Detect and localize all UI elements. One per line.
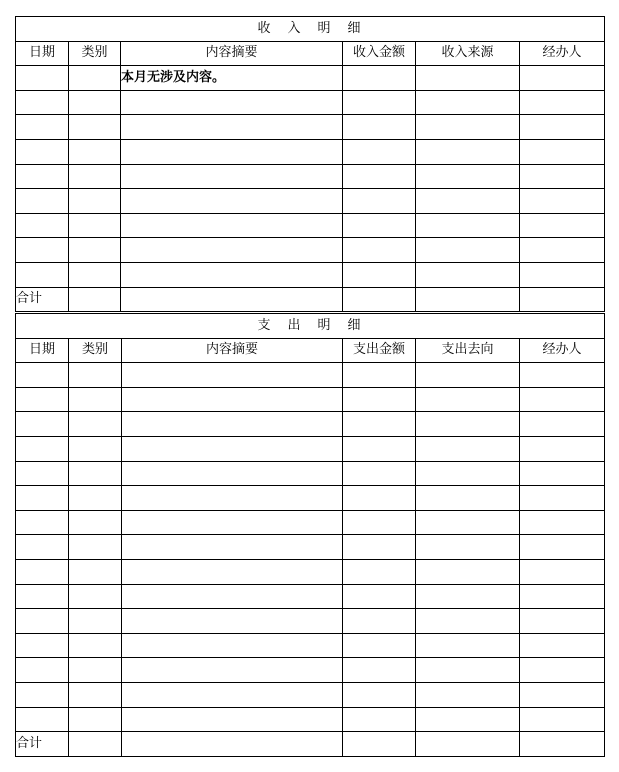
table-cell[interactable]: [69, 363, 122, 388]
table-cell[interactable]: [69, 238, 121, 263]
table-cell[interactable]: [520, 486, 605, 511]
table-cell[interactable]: [343, 436, 416, 461]
table-cell[interactable]: [520, 633, 605, 658]
income-header-source: 收入来源: [416, 41, 520, 66]
table-row: [16, 658, 605, 683]
table-cell[interactable]: [16, 658, 69, 683]
expense-header-date: 日期: [16, 338, 69, 363]
table-cell[interactable]: [16, 633, 69, 658]
table-cell[interactable]: [343, 139, 416, 164]
table-row: [16, 682, 605, 707]
table-cell[interactable]: [69, 436, 122, 461]
table-cell[interactable]: [69, 461, 122, 486]
table-cell[interactable]: [343, 486, 416, 511]
table-row: [16, 262, 605, 287]
table-cell[interactable]: [16, 90, 69, 115]
table-cell[interactable]: [122, 412, 343, 437]
table-row: [16, 412, 605, 437]
table-row: [16, 213, 605, 238]
table-cell[interactable]: [520, 262, 605, 287]
table-cell[interactable]: [16, 66, 69, 91]
table-cell[interactable]: [343, 287, 416, 312]
table-row: [16, 559, 605, 584]
income-header-amount: 收入金额: [343, 41, 416, 66]
table-cell[interactable]: [416, 412, 520, 437]
table-cell[interactable]: [416, 238, 520, 263]
table-cell[interactable]: [520, 287, 605, 312]
table-cell[interactable]: [520, 658, 605, 683]
table-cell[interactable]: [343, 732, 416, 757]
table-cell[interactable]: [69, 213, 121, 238]
table-cell[interactable]: [520, 387, 605, 412]
table-cell[interactable]: [416, 461, 520, 486]
table-cell[interactable]: [16, 164, 69, 189]
table-cell[interactable]: [520, 90, 605, 115]
table-cell[interactable]: [16, 682, 69, 707]
table-cell[interactable]: [121, 262, 343, 287]
table-cell[interactable]: [69, 609, 122, 634]
table-cell[interactable]: [121, 238, 343, 263]
table-cell[interactable]: [69, 486, 122, 511]
table-cell[interactable]: [343, 412, 416, 437]
table-cell[interactable]: [343, 535, 416, 560]
table-cell[interactable]: [343, 559, 416, 584]
expense-table: [15, 313, 605, 757]
income-header-summary: 内容摘要: [121, 41, 343, 66]
table-cell[interactable]: [122, 486, 343, 511]
table-cell[interactable]: [520, 139, 605, 164]
table-cell[interactable]: [69, 90, 121, 115]
table-cell[interactable]: [520, 164, 605, 189]
table-cell[interactable]: [69, 707, 122, 732]
table-cell[interactable]: [16, 412, 69, 437]
expense-blank-rows: [16, 363, 605, 732]
table-cell[interactable]: [343, 658, 416, 683]
table-cell[interactable]: [16, 707, 69, 732]
table-cell[interactable]: [16, 262, 69, 287]
table-cell[interactable]: [69, 189, 121, 214]
table-row: [16, 66, 605, 91]
table-cell[interactable]: [416, 387, 520, 412]
table-row: [16, 238, 605, 263]
table-cell[interactable]: [520, 461, 605, 486]
table-cell[interactable]: [69, 559, 122, 584]
table-cell[interactable]: [121, 90, 343, 115]
table-cell[interactable]: [121, 213, 343, 238]
income-header-row: [16, 41, 605, 66]
table-cell[interactable]: [122, 363, 343, 388]
table-cell[interactable]: [416, 189, 520, 214]
table-cell[interactable]: [343, 461, 416, 486]
table-cell[interactable]: [69, 287, 121, 312]
table-cell[interactable]: [520, 363, 605, 388]
income-header-handler: 经办人: [520, 41, 605, 66]
table-cell[interactable]: [416, 139, 520, 164]
table-cell[interactable]: [343, 90, 416, 115]
table-cell[interactable]: [69, 387, 122, 412]
table-cell[interactable]: [416, 90, 520, 115]
table-cell[interactable]: [16, 387, 69, 412]
table-cell[interactable]: [416, 559, 520, 584]
table-cell[interactable]: [416, 535, 520, 560]
expense-header-category: 类别: [69, 338, 122, 363]
table-cell[interactable]: [16, 189, 69, 214]
table-cell[interactable]: [69, 412, 122, 437]
table-cell[interactable]: [343, 387, 416, 412]
table-cell[interactable]: [520, 682, 605, 707]
table-cell[interactable]: [520, 535, 605, 560]
table-row: [16, 707, 605, 732]
expense-header-destination: 支出去向: [416, 338, 520, 363]
expense-title: 支 出 明 细: [16, 314, 605, 339]
table-cell[interactable]: [121, 189, 343, 214]
table-cell[interactable]: [416, 707, 520, 732]
table-cell[interactable]: [122, 732, 343, 757]
table-cell[interactable]: [343, 609, 416, 634]
table-cell[interactable]: [343, 213, 416, 238]
table-cell[interactable]: [520, 584, 605, 609]
table-cell[interactable]: [343, 164, 416, 189]
table-cell[interactable]: [416, 66, 520, 91]
table-cell[interactable]: [69, 584, 122, 609]
table-cell[interactable]: [416, 658, 520, 683]
table-cell[interactable]: [520, 66, 605, 91]
table-row: [16, 609, 605, 634]
table-cell[interactable]: [520, 609, 605, 634]
table-cell[interactable]: [343, 66, 416, 91]
table-cell[interactable]: [343, 262, 416, 287]
table-row: [16, 90, 605, 115]
income-title-row: [16, 17, 605, 42]
expense-header-summary: 内容摘要: [122, 338, 343, 363]
table-cell[interactable]: [416, 584, 520, 609]
table-cell[interactable]: [16, 535, 69, 560]
table-cell[interactable]: [520, 412, 605, 437]
table-cell[interactable]: [69, 510, 122, 535]
table-cell[interactable]: [69, 732, 122, 757]
income-note: 本月无涉及内容。: [121, 66, 343, 91]
expense-title-row: [16, 314, 605, 339]
table-row: [16, 363, 605, 388]
table-row: [16, 510, 605, 535]
table-cell[interactable]: [416, 682, 520, 707]
table-row: [16, 139, 605, 164]
table-cell[interactable]: [416, 287, 520, 312]
table-row: [16, 189, 605, 214]
table-cell[interactable]: [343, 189, 416, 214]
income-header-category: 类别: [69, 41, 121, 66]
table-cell[interactable]: [343, 584, 416, 609]
table-cell[interactable]: [16, 461, 69, 486]
table-cell[interactable]: [122, 707, 343, 732]
table-row: [16, 584, 605, 609]
expense-total-row: [16, 732, 605, 757]
table-cell[interactable]: [520, 707, 605, 732]
table-cell[interactable]: [69, 682, 122, 707]
table-cell[interactable]: [416, 213, 520, 238]
table-cell[interactable]: [69, 262, 121, 287]
table-cell[interactable]: [16, 510, 69, 535]
table-cell[interactable]: [416, 363, 520, 388]
table-cell[interactable]: [416, 436, 520, 461]
expense-total-label: 合计: [16, 732, 69, 757]
table-cell[interactable]: [520, 436, 605, 461]
table-cell[interactable]: [520, 213, 605, 238]
income-title: 收 入 明 细: [16, 17, 605, 42]
table-row: [16, 115, 605, 140]
table-cell[interactable]: [122, 609, 343, 634]
table-cell[interactable]: [16, 213, 69, 238]
table-cell[interactable]: [343, 682, 416, 707]
table-cell[interactable]: [520, 189, 605, 214]
table-row: [16, 633, 605, 658]
table-cell[interactable]: [343, 707, 416, 732]
table-cell[interactable]: [121, 115, 343, 140]
table-cell[interactable]: [16, 363, 69, 388]
expense-header-amount: 支出金额: [343, 338, 416, 363]
table-row: [16, 164, 605, 189]
table-cell[interactable]: [343, 510, 416, 535]
table-cell[interactable]: [416, 609, 520, 634]
table-cell[interactable]: [416, 510, 520, 535]
income-total-row: [16, 287, 605, 312]
table-cell[interactable]: [16, 238, 69, 263]
income-total-label: 合计: [16, 287, 69, 312]
table-cell[interactable]: [122, 387, 343, 412]
table-cell[interactable]: [520, 238, 605, 263]
table-cell[interactable]: [343, 238, 416, 263]
table-cell[interactable]: [343, 363, 416, 388]
table-cell[interactable]: [16, 115, 69, 140]
table-cell[interactable]: [416, 164, 520, 189]
table-cell[interactable]: [416, 486, 520, 511]
table-cell[interactable]: [520, 115, 605, 140]
table-cell[interactable]: [122, 510, 343, 535]
expense-header-handler: 经办人: [520, 338, 605, 363]
table-cell[interactable]: [520, 559, 605, 584]
table-cell[interactable]: [122, 535, 343, 560]
table-cell[interactable]: [69, 633, 122, 658]
table-cell[interactable]: [122, 436, 343, 461]
table-row: [16, 486, 605, 511]
table-cell[interactable]: [16, 436, 69, 461]
table-cell[interactable]: [122, 658, 343, 683]
table-cell[interactable]: [122, 633, 343, 658]
table-cell[interactable]: [69, 535, 122, 560]
table-cell[interactable]: [121, 164, 343, 189]
table-cell[interactable]: [16, 486, 69, 511]
table-cell[interactable]: [520, 510, 605, 535]
table-cell[interactable]: [122, 559, 343, 584]
table-cell[interactable]: [416, 115, 520, 140]
table-cell[interactable]: [69, 658, 122, 683]
table-row: [16, 461, 605, 486]
table-row: [16, 535, 605, 560]
table-cell[interactable]: [343, 115, 416, 140]
expense-header-row: [16, 338, 605, 363]
table-cell[interactable]: [16, 139, 69, 164]
table-cell[interactable]: [69, 115, 121, 140]
table-cell[interactable]: [122, 461, 343, 486]
table-cell[interactable]: [122, 584, 343, 609]
income-blank-rows: [16, 90, 605, 287]
table-cell[interactable]: [121, 139, 343, 164]
table-cell[interactable]: [16, 559, 69, 584]
table-cell[interactable]: [69, 139, 121, 164]
table-cell[interactable]: [16, 609, 69, 634]
table-cell[interactable]: [416, 262, 520, 287]
income-header-date: 日期: [16, 41, 69, 66]
table-cell[interactable]: [121, 287, 343, 312]
table-cell[interactable]: [16, 584, 69, 609]
income-table: [15, 16, 605, 312]
table-row: [16, 436, 605, 461]
table-cell[interactable]: [343, 633, 416, 658]
table-cell[interactable]: [122, 682, 343, 707]
table-cell[interactable]: [416, 633, 520, 658]
table-cell[interactable]: [416, 732, 520, 757]
table-cell[interactable]: [520, 732, 605, 757]
table-row: [16, 387, 605, 412]
table-cell[interactable]: [69, 164, 121, 189]
table-cell[interactable]: [69, 66, 121, 91]
